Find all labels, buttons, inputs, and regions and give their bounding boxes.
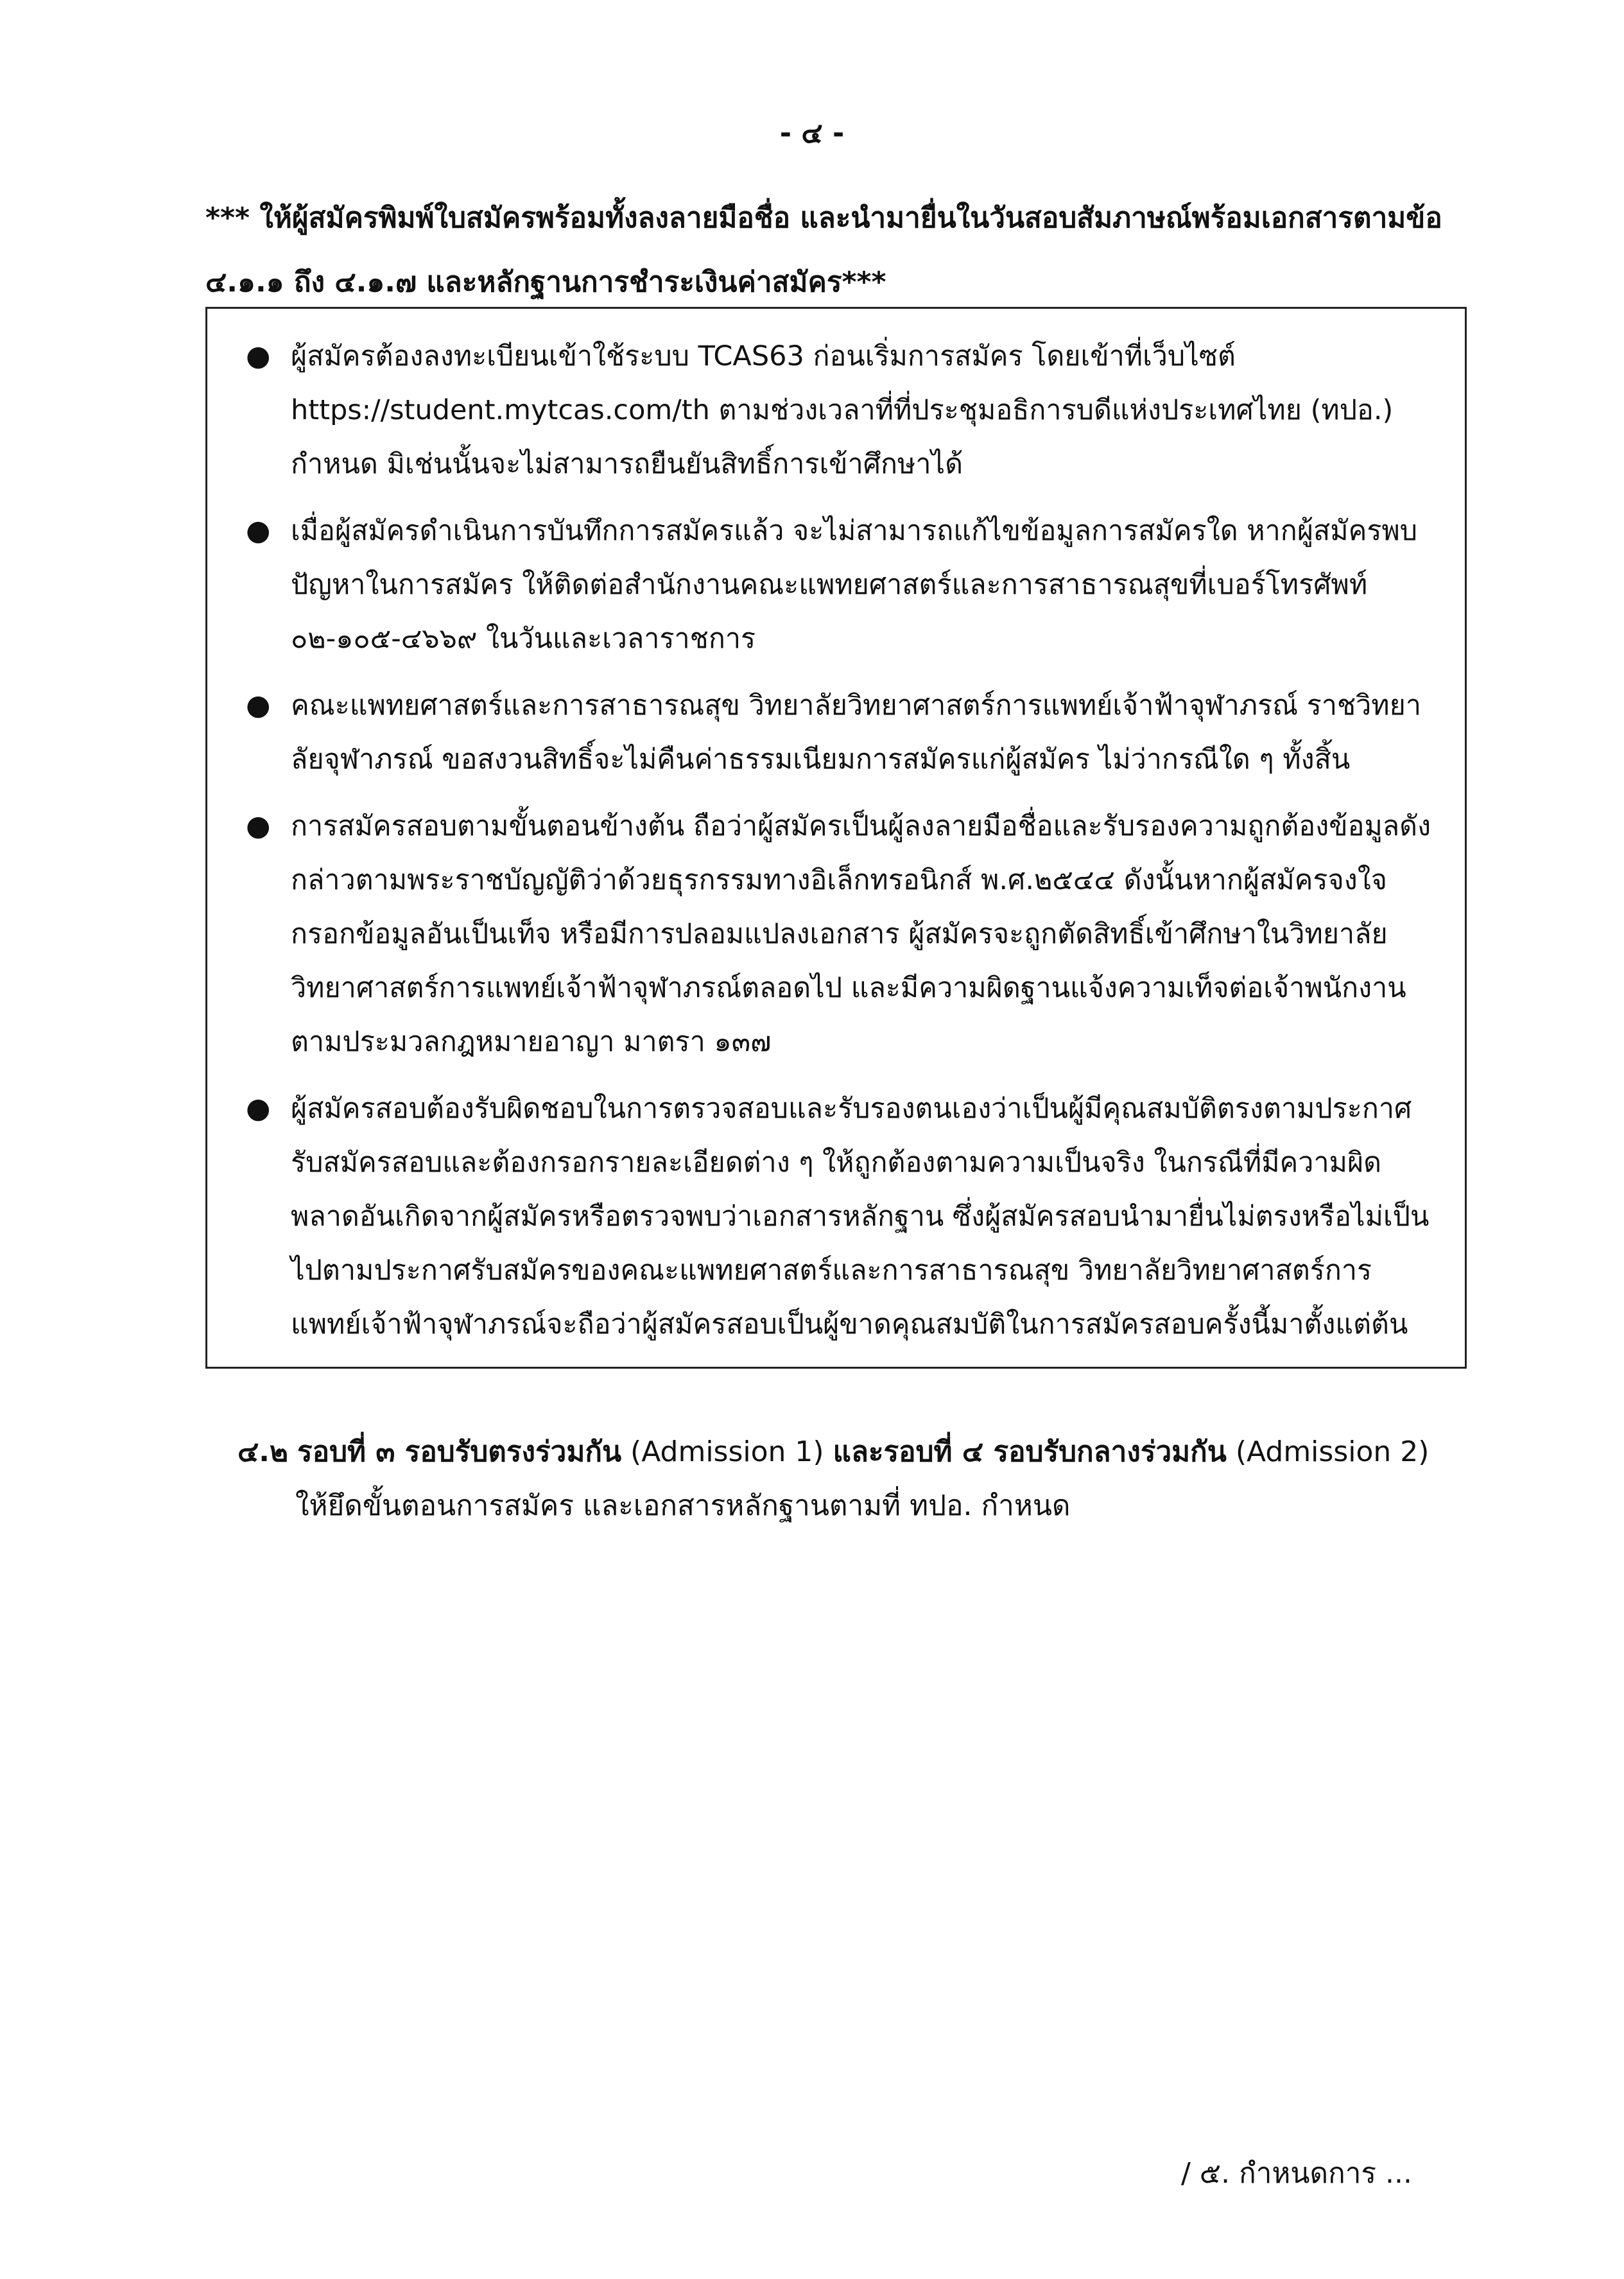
notice-line-2: ๔.๑.๑ ถึง ๔.๑.๗ และหลักฐานการชำระเงินค่าสมัคร*** xyxy=(205,266,886,299)
section-heading xyxy=(238,1425,1457,1479)
rules-list xyxy=(246,329,1439,1351)
continuation-reference: / ๕. กำหนดการ ... xyxy=(1180,2157,1412,2190)
rule-item xyxy=(246,329,1439,491)
rule-text: ผู้สมัครสอบต้องรับผิดชอบในการตรวจสอบและรับรองตนเองว่าเป็นผู้มีคุณสมบัติตรงตามประกาศรับสมัครสอบและต้องกรอกรายละเอียดต่าง ๆ ให้ถูกต้องตามความเป็นจริง ในกรณีที่มีความผิดพลาดอันเกิดจากผู้สมัครหรือตรวจพบว่าเอกสารหลักฐาน ซึ่งผู้สมัครสอบนำมายื่นไม่ตรงหรือไม่เป็นไปตามประกาศรับสมัครของคณะแพทยศาสตร์และการสาธารณสุข วิทยาลัยวิทยาศาสตร์การแพทย์เจ้าฟ้าจุฬาภรณ์จะถือว่าผู้สมัครสอบเป็นผู้ขาดคุณสมบัติในการสมัครสอบครั้งนี้มาตั้งแต่ต้น xyxy=(291,1093,1430,1340)
rule-item xyxy=(246,1082,1439,1351)
section-body: ให้ยึดขั้นตอนการสมัคร และเอกสารหลักฐานตามที่ ทปอ. กำหนด xyxy=(295,1489,1071,1522)
bullet-icon: ● xyxy=(246,514,271,547)
rule-text: ผู้สมัครต้องลงทะเบียนเข้าใช้ระบบ TCAS63 ก่อนเริ่มการสมัคร โดยเข้าที่เว็บไซต์ https://student.mytcas.com/th ตามช่วงเวลาที่ที่ประชุมอธิการบดีแห่งประเทศไทย (ทปอ.) กำหนด มิเช่นนั้นจะไม่สามารถยืนยันสิทธิ์การเข้าศึกษาได้ xyxy=(291,340,1394,480)
round4-english: (Admission 2) xyxy=(1235,1435,1430,1468)
bullet-icon: ● xyxy=(246,810,271,842)
rule-text: เมื่อผู้สมัครดำเนินการบันทึกการสมัครแล้ว จะไม่สามารถแก้ไขข้อมูลการสมัครใด หากผู้สมัครพบปัญหาในการสมัคร ให้ติดต่อสำนักงานคณะแพทยศาสตร์และการสาธารณสุขที่เบอร์โทรศัพท์ ๐๒-๑๐๕-๔๖๖๙ ในวันและเวลาราชการ xyxy=(291,515,1418,655)
notice-line-1: *** ให้ผู้สมัครพิมพ์ใบสมัครพร้อมทั้งลงลายมือชื่อ และนำมายื่นในวันสอบสัมภาษณ์พร้อมเอกสารตามข้อ xyxy=(205,202,1442,234)
round3-label: รอบที่ ๓ รอบรับตรงร่วมกัน xyxy=(297,1435,622,1468)
page-number: - ๔ - xyxy=(779,117,845,150)
bullet-icon: ● xyxy=(246,1092,271,1125)
rules-box xyxy=(205,307,1467,1369)
round4-label: และรอบที่ ๔ รอบรับกลางร่วมกัน xyxy=(833,1435,1227,1468)
rule-text: คณะแพทยศาสตร์และการสาธารณสุข วิทยาลัยวิทยาศาสตร์การแพทย์เจ้าฟ้าจุฬาภรณ์ ราชวิทยาลัยจุฬาภรณ์ ขอสงวนสิทธิ์จะไม่คืนค่าธรรมเนียมการสมัครแก่ผู้สมัคร ไม่ว่ากรณีใด ๆ ทั้งสิ้น xyxy=(291,689,1421,776)
round3-english: (Admission 1) xyxy=(630,1435,824,1468)
section-4-2 xyxy=(238,1425,1457,1533)
rule-item xyxy=(246,799,1439,1069)
bullet-icon: ● xyxy=(246,689,271,722)
bullet-icon: ● xyxy=(246,340,271,372)
rule-item xyxy=(246,679,1439,786)
rule-item xyxy=(246,504,1439,666)
section-number: ๔.๒ xyxy=(238,1435,289,1468)
application-notice xyxy=(205,186,1476,315)
rule-text: การสมัครสอบตามขั้นตอนข้างต้น ถือว่าผู้สมัครเป็นผู้ลงลายมือชื่อและรับรองความถูกต้องข้อมูลดังกล่าวตามพระราชบัญญัติว่าด้วยธุรกรรมทางอิเล็กทรอนิกส์ พ.ศ.๒๕๔๔ ดังนั้นหากผู้สมัครจงใจกรอกข้อมูลอันเป็นเท็จ หรือมีการปลอมแปลงเอกสาร ผู้สมัครจะถูกตัดสิทธิ์เข้าศึกษาในวิทยาลัยวิทยาศาสตร์การแพทย์เจ้าฟ้าจุฬาภรณ์ตลอดไป และมีความผิดฐานแจ้งความเท็จต่อเจ้าพนักงานตามประมวลกฎหมายอาญา มาตรา ๑๓๗ xyxy=(291,810,1431,1058)
